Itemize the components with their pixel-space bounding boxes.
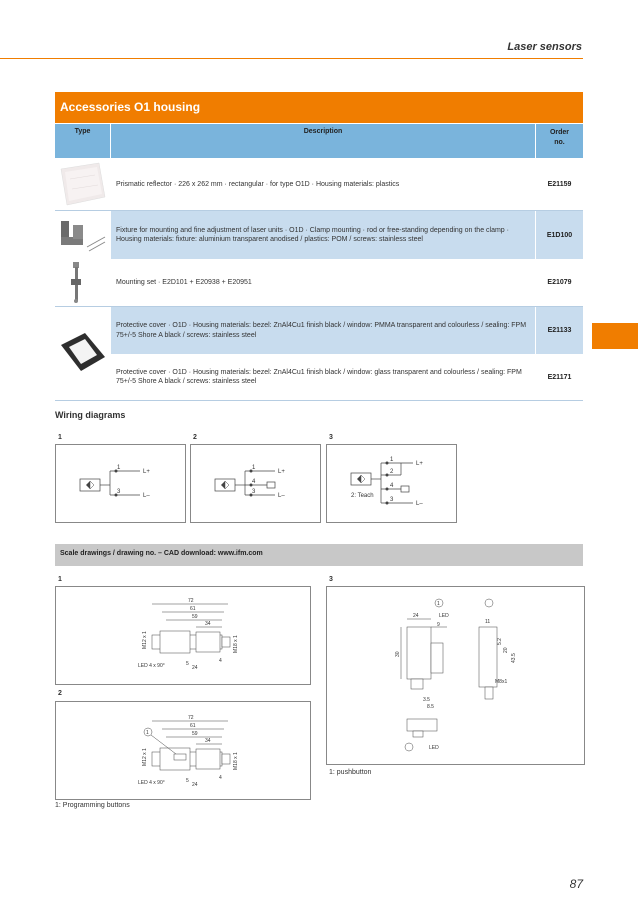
wiring-number: 2 [193,434,197,441]
page-number: 87 [569,877,583,891]
table-row [55,354,583,400]
supply-label: L+ [416,461,423,467]
supply-label: L+ [278,469,285,475]
scale-drawing-3 [326,586,585,765]
drawing-number: 3 [329,576,333,583]
pin-label: 3 [252,489,256,495]
pin-label: 4 [252,479,256,485]
supply-label: L– [416,501,423,507]
wiring-diagram-3 [326,444,457,523]
supply-label: L– [143,493,150,499]
dimension-label: 72 [188,598,194,604]
scale-drawing-1 [55,586,311,685]
pin-label: 3 [117,489,121,495]
dimension-label: M8x1 [495,679,508,685]
table-row [55,211,583,259]
header-rule [0,58,583,59]
callout-label: 1 [437,601,440,607]
pin-label: 1 [252,465,256,471]
scale-drawings-bar [55,544,583,566]
drawing-number: 1 [58,576,62,583]
dimension-label: 59 [192,614,198,620]
dimension-label: 24 [192,782,198,788]
dimension-label: 24 [413,613,419,619]
dimension-label: 4 [219,775,222,781]
row-description: Mounting set · E2D101 + E20938 + E20951 [111,259,535,306]
mounting-set-image [55,259,110,306]
dimension-label: 8.5 [427,704,434,710]
dimension-label: 4 [219,658,222,664]
dimension-label: 24 [192,665,198,671]
dimension-label: 20 [503,647,509,653]
dimension-label: M18 x 1 [233,635,239,653]
pin-label: 3 [390,497,394,503]
wiring-diagram-1 [55,444,186,523]
page-tab-marker [592,323,638,349]
supply-label: L– [278,493,285,499]
dimension-label: 9 [437,622,440,628]
wiring-number: 1 [58,434,62,441]
row-order-no: E21079 [536,259,583,306]
row-divider [55,400,583,401]
table-row [55,307,583,354]
dimension-label: 5 [186,661,189,667]
dimension-label: M18 x 1 [233,752,239,770]
dimension-label: 34 [205,738,211,744]
row-order-no: E1D100 [536,211,583,259]
dimension-label: 11 [485,619,491,625]
reflector-image [55,159,110,210]
section-title: Laser sensors [507,41,582,53]
dimension-label: 30 [395,651,401,657]
dimension-label: M12 x 1 [142,631,148,649]
dimension-label: 5.2 [497,638,503,645]
wiring-diagram-2 [190,444,321,523]
table-header [55,124,583,158]
dimension-label: LED 4 x 90° [138,780,165,786]
dimension-label: 34 [205,621,211,627]
accessories-title-bar [55,92,583,123]
dimension-label: LED 4 x 90° [138,663,165,669]
supply-label: L+ [143,469,150,475]
teach-note: 2: Teach [351,493,374,499]
row-order-no: E21171 [536,354,583,400]
led-label: LED [439,613,449,619]
dimension-label: 59 [192,731,198,737]
dimension-label: 61 [190,723,196,729]
row-description: Prismatic reflector · 226 x 262 mm · rectangular · for type O1D · Housing materials: plastics [111,159,535,210]
fixture-image [55,211,110,259]
dimension-label: 5 [186,778,189,784]
row-order-no: E21159 [536,159,583,210]
pin-label: 4 [390,483,394,489]
pin-label: 1 [117,465,121,471]
accessories-title: Accessories O1 housing [60,100,201,114]
callout-label: 1 [146,730,149,736]
table-row [55,259,583,306]
wiring-number: 3 [329,434,333,441]
row-order-no: E21133 [536,307,583,354]
wiring-title: Wiring diagrams [55,410,126,420]
pin-label: 1 [390,457,394,463]
row-description: Protective cover · O1D · Housing materials: bezel: ZnAl4Cu1 finish black / window: glass transparent and colourless / sealing: FPM 75+/-5 Shore A black / screws: stainless steel [111,354,535,400]
drawing-caption: 1: Programming buttons [55,802,130,809]
drawing-number: 2 [58,690,62,697]
led-label: LED [429,745,439,751]
dimension-label: 43.5 [511,653,517,663]
dimension-label: 3.5 [423,697,430,703]
scale-drawing-2 [55,701,311,800]
scale-drawings-title: Scale drawings / drawing no. – CAD download: www.ifm.com [60,550,263,557]
drawing-caption: 1: pushbutton [329,769,372,776]
column-header-type: Type [55,124,110,158]
row-description: Protective cover · O1D · Housing materials: bezel: ZnAl4Cu1 finish black / window: PMMA transparent and colourless / sealing: FPM 75+/-5 Shore A black / screws: stainless steel [111,307,535,354]
table-row [55,159,583,210]
row-description: Fixture for mounting and fine adjustment of laser units · O1D · Clamp mounting · rod or free-standing depending on the clamp · Housing materials: fixture: aluminium transparent anodised / plastics: POM / screws: stainless steel [111,211,535,259]
dimension-label: M12 x 1 [142,748,148,766]
dimension-label: 61 [190,606,196,612]
column-header-description: Description [111,124,535,158]
column-header-order: Order no. [536,124,583,158]
dimension-label: 72 [188,715,194,721]
pin-label: 2 [390,469,394,475]
